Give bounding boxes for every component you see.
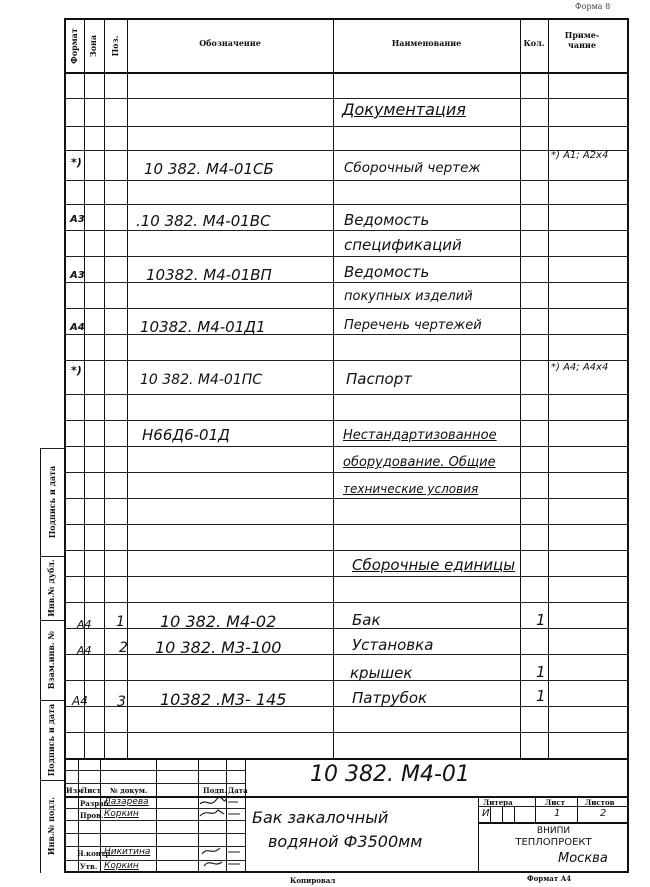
litera-value: И: [482, 808, 490, 819]
footer-format: Формат А4: [527, 874, 572, 883]
row-line: [64, 550, 629, 551]
row-designation: 10382. М4-01ВП: [146, 266, 272, 284]
tb-col-sign: Подп.: [203, 786, 227, 795]
row-format: А3: [70, 270, 85, 281]
row-name: Паспорт: [346, 370, 412, 388]
row-line: [64, 446, 629, 447]
product-title-line2: водяной Ф3500мм: [268, 832, 423, 851]
row-line: [64, 576, 629, 577]
row-designation: .10 382. М4-01ВС: [136, 212, 271, 230]
sheets-label: Листов: [585, 798, 615, 807]
row-pos: 2: [119, 640, 128, 656]
header-zone: Зона: [88, 34, 98, 58]
signature-stroke: [200, 797, 226, 804]
tb-line: [502, 806, 503, 822]
row-line: [64, 654, 629, 655]
row-line: [64, 98, 629, 99]
row-name: покупных изделий: [344, 289, 473, 304]
row-line: [64, 180, 629, 181]
row-format: А4: [72, 694, 88, 708]
tb-row-line: [478, 822, 629, 824]
tb-person: Коркин: [104, 861, 139, 871]
row-line: [64, 498, 629, 499]
side-label: Подпись и дата: [47, 465, 57, 539]
form-label: Форма 8: [575, 2, 611, 11]
row-name: Перечень чертежей: [344, 318, 482, 333]
header-pos: Поз.: [110, 35, 120, 57]
col-line: [520, 18, 521, 758]
row-format: А4: [77, 644, 92, 657]
tb-role: Пров.: [80, 811, 104, 820]
signature-marks: [196, 796, 248, 874]
sheet-value: 1: [554, 808, 561, 819]
row-pos: 3: [117, 694, 126, 710]
header-designation: Обозначение: [199, 38, 261, 48]
header-bottom: [64, 72, 629, 74]
tb-line: [490, 806, 491, 822]
row-format: *): [71, 156, 82, 169]
row-designation: 10382 .М3- 145: [160, 690, 287, 709]
row-qty: 1: [536, 663, 546, 681]
row-line: [64, 150, 629, 151]
row-designation: 10 382. М3-100: [155, 638, 282, 657]
row-designation: 10 382. М4-01ПС: [140, 372, 263, 388]
row-line: [64, 394, 629, 395]
tb-col-doc: № докум.: [110, 786, 148, 795]
tb-col-date: Дата: [228, 786, 248, 795]
tb-col-list: Лист: [81, 786, 101, 795]
row-name: оборудование. Общие: [343, 455, 496, 470]
tb-role: Н.контр.: [77, 849, 113, 858]
litera-label: Литера: [483, 798, 513, 807]
signature-stroke: [202, 848, 220, 854]
row-note: *) А1; А2х4: [551, 150, 609, 161]
tb-col-izm: Изм: [66, 786, 84, 795]
row-format: А4: [70, 322, 85, 333]
side-label: Взам.инв. №: [46, 630, 56, 690]
row-name: Сборочный чертеж: [344, 160, 481, 176]
row-designation: 10382. М4-01Д1: [140, 318, 266, 336]
row-name: Ведомость: [344, 211, 430, 229]
row-line: [64, 308, 629, 309]
section-documentation: Документация: [342, 100, 466, 119]
row-line: [64, 360, 629, 361]
tb-row-line: [64, 783, 245, 784]
tb-person: Никитина: [104, 847, 151, 857]
row-name: крышек: [350, 664, 413, 682]
row-line: [64, 126, 629, 127]
row-pos: 1: [116, 614, 125, 630]
side-label: Инв.№ дубл.: [46, 559, 56, 617]
row-designation: 10 382. М4-01СБ: [144, 160, 274, 178]
title-block-top: [64, 758, 629, 760]
header-qty: Кол.: [523, 38, 545, 48]
row-line: [64, 602, 629, 603]
row-name: спецификаций: [344, 236, 462, 254]
row-format: *): [71, 364, 82, 377]
org-name-line2: ТЕПЛОПРОЕКТ: [515, 837, 592, 848]
row-name: Ведомость: [344, 263, 430, 281]
section-assembly-units: Сборочные единицы: [352, 556, 516, 574]
tb-line: [514, 806, 515, 822]
row-line: [64, 706, 629, 707]
row-line: [64, 732, 629, 733]
row-format: А3: [70, 214, 85, 225]
header-format: Формат: [69, 28, 79, 64]
signature-stroke: [204, 862, 222, 866]
signature-stroke: [228, 802, 240, 864]
row-format: А4: [77, 618, 92, 631]
header-name: Наименование: [391, 38, 462, 48]
org-name-line1: ВНИПИ: [536, 826, 571, 836]
signature-stroke: [200, 810, 224, 816]
row-note: *) А4; А4х4: [551, 362, 609, 373]
org-city: Москва: [558, 851, 608, 866]
tb-role: Утв.: [80, 862, 98, 871]
row-line: [64, 472, 629, 473]
row-line: [64, 230, 629, 231]
row-line: [64, 524, 629, 525]
tb-role: Разраб.: [80, 799, 111, 808]
side-strip-line: [40, 448, 41, 873]
sheet-label: Лист: [545, 798, 565, 807]
row-designation: Н66Д6-01Д: [142, 426, 230, 444]
tb-row-line: [64, 770, 245, 771]
side-label: Инв.№ подл.: [46, 796, 56, 856]
row-qty: 1: [536, 687, 546, 705]
row-name: Нестандартизованное: [343, 428, 497, 443]
col-line: [333, 18, 334, 758]
tb-line: [156, 758, 157, 873]
row-qty: 1: [536, 611, 546, 629]
tb-person: Коркин: [104, 809, 139, 819]
row-name: Патрубок: [352, 689, 428, 707]
row-line: [64, 420, 629, 421]
doc-number: 10 382. М4-01: [310, 762, 470, 787]
tb-line: [577, 796, 578, 822]
row-name: технические условия: [343, 482, 479, 496]
product-title-line1: Бак закалочный: [252, 808, 389, 827]
header-note: Приме- чание: [564, 30, 600, 50]
col-line: [548, 18, 549, 758]
row-name: Установка: [352, 636, 434, 654]
row-line: [64, 204, 629, 205]
row-line: [64, 256, 629, 257]
col-line: [104, 18, 105, 758]
tb-line: [535, 796, 536, 822]
footer-copied: Копировал: [290, 876, 336, 885]
row-name: Бак: [352, 611, 381, 629]
side-label: Подпись и дата: [46, 703, 56, 777]
tb-person: Лазарева: [104, 797, 149, 807]
side-strip-divider: [40, 448, 64, 449]
row-designation: 10 382. М4-02: [160, 612, 277, 631]
sheets-value: 2: [600, 808, 607, 819]
